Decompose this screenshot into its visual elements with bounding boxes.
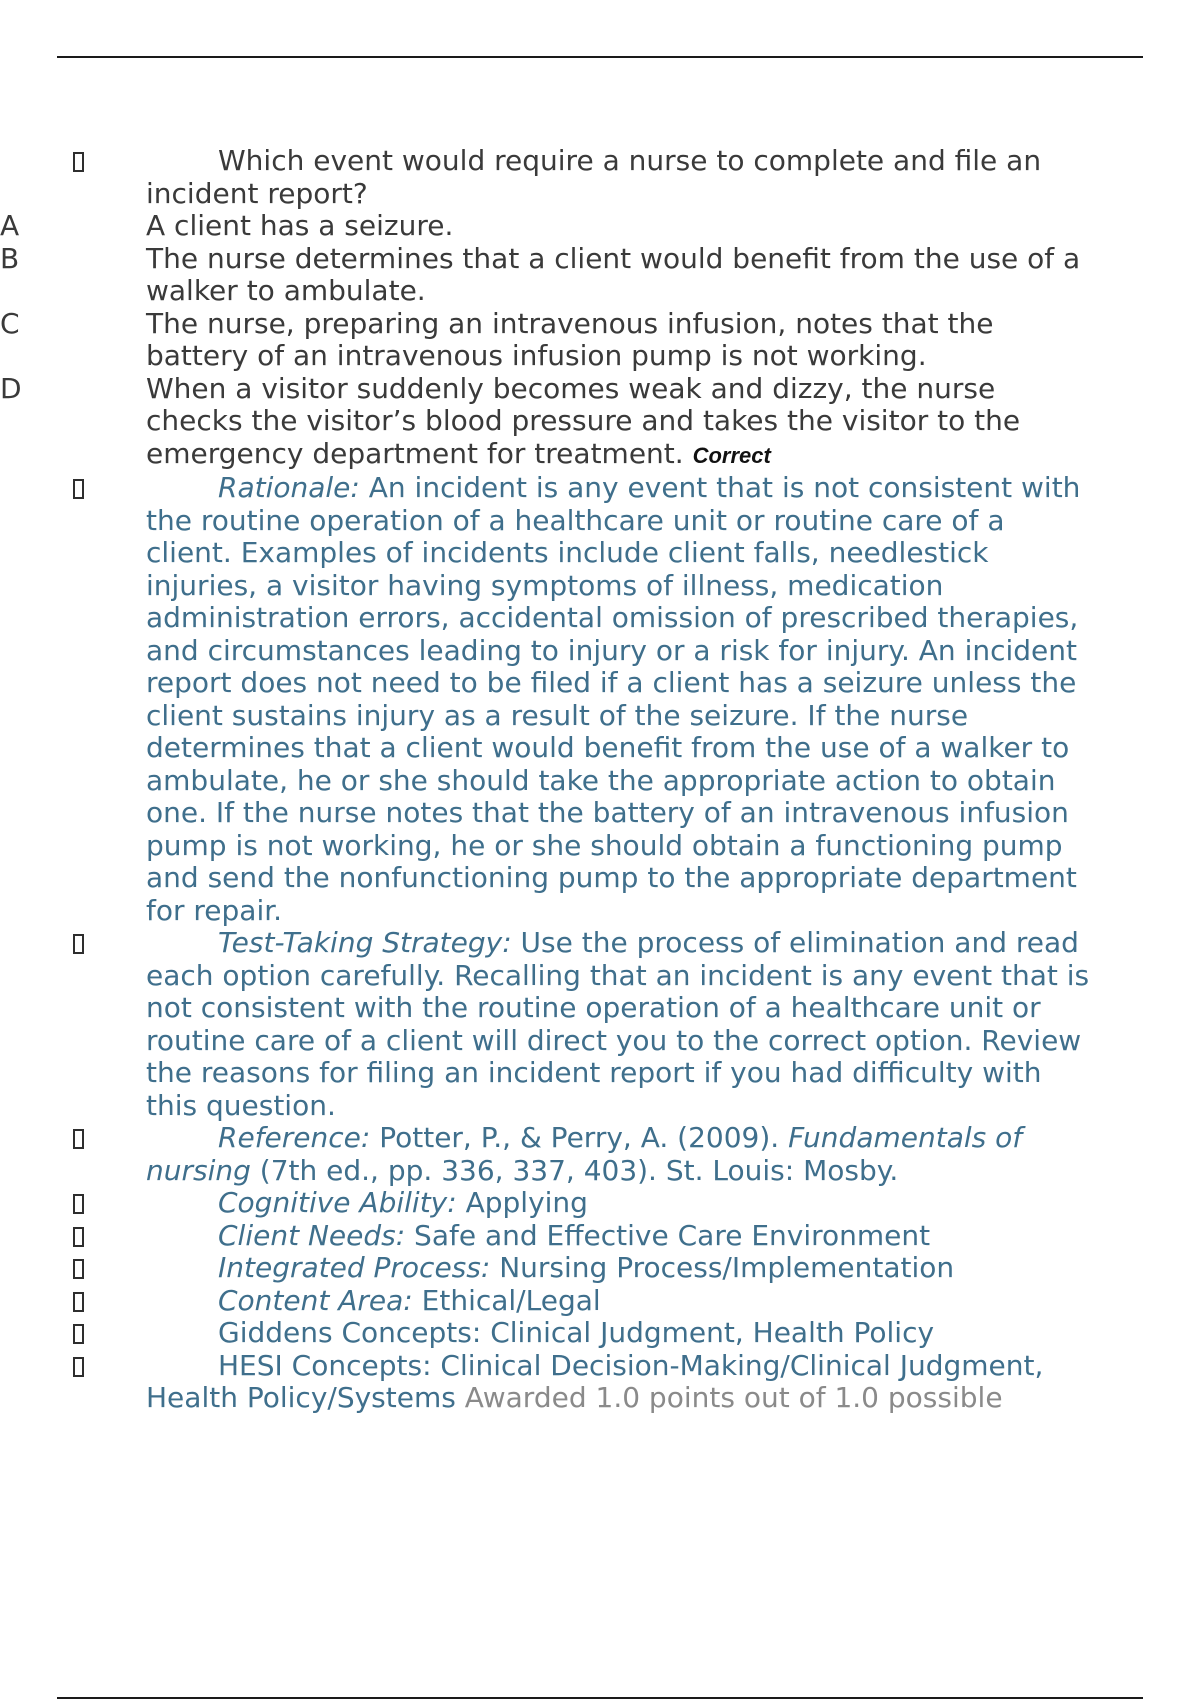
- meta-label: Client Needs:: [218, 1218, 406, 1252]
- bullet-box-icon: [73, 1292, 84, 1312]
- question-document: [0, 145, 1200, 1415]
- bullet-box-icon: [73, 1129, 84, 1149]
- reference-text-after: (7th ed., pp. 336, 337, 403). St. Louis: Mosby.: [250, 1153, 899, 1187]
- bullet-box-icon: [73, 1194, 84, 1214]
- strategy: [146, 927, 1091, 1122]
- bullet-box-icon: [73, 934, 84, 954]
- meta-value: Nursing Process/Implementation: [490, 1251, 955, 1284]
- option-letter: B: [0, 241, 20, 275]
- option-letter: A: [0, 209, 20, 242]
- reference-row: [0, 1122, 1200, 1187]
- option-text: [146, 373, 1091, 473]
- hesi-text: HESI Concepts: Clinical Decision-Making/Clinical Judgment, Health Policy/Systems: [146, 1348, 1044, 1414]
- reference: [146, 1122, 1091, 1187]
- meta-value: Ethical/Legal: [412, 1283, 601, 1317]
- bottom-rule: [57, 1697, 1143, 1699]
- option-d: [0, 373, 1200, 473]
- rationale-label: Rationale:: [218, 471, 360, 504]
- meta-row-integrated-process: [0, 1252, 1200, 1285]
- hesi-concepts: [146, 1350, 1091, 1415]
- strategy-row: [0, 927, 1200, 1122]
- strategy-label: Test-Taking Strategy:: [218, 926, 512, 959]
- meta-label: Integrated Process:: [218, 1251, 491, 1284]
- strategy-text: Use the process of elimination and read each option carefully. Recalling that an incident is any event that is not consistent with the routine operation of a healthcare unit or routine care of a client will direct you to the correct option. Review the reasons for filing an incident report if you had difficulty with this question.: [146, 926, 1090, 1122]
- option-letter: C: [0, 306, 20, 340]
- option-text: The nurse determines that a client would benefit from the use of a walker to ambulate.: [146, 241, 1081, 307]
- meta-label: Content Area:: [218, 1283, 413, 1317]
- score-text: Awarded 1.0 points out of 1.0 possible: [455, 1381, 1003, 1414]
- rationale: [146, 472, 1091, 927]
- meta-row-content-area: [0, 1285, 1200, 1318]
- hesi-row: [0, 1350, 1200, 1415]
- question-stem: Which event would require a nurse to complete and file an incident report?: [146, 144, 1042, 210]
- option-text: A client has a seizure.: [146, 209, 454, 242]
- bullet-box-icon: [73, 1324, 84, 1344]
- meta-label: Cognitive Ability:: [218, 1186, 457, 1219]
- meta-value: Safe and Effective Care Environment: [405, 1218, 931, 1252]
- meta-row-cognitive: [0, 1187, 1200, 1220]
- option-a: [0, 210, 1200, 243]
- option-c: [0, 308, 1200, 373]
- meta-value: Applying: [456, 1186, 588, 1219]
- option-text: The nurse, preparing an intravenous infusion, notes that the battery of an intravenous infusion pump is not working.: [146, 306, 994, 372]
- reference-text-before: Potter, P., & Perry, A. (2009).: [370, 1121, 789, 1154]
- correct-badge: Correct: [692, 442, 771, 468]
- giddens-row: [0, 1317, 1200, 1350]
- reference-book-title: Fundamentals of nursing: [146, 1121, 1023, 1187]
- top-rule: [57, 56, 1143, 58]
- rationale-text: An incident is any event that is not consistent with the routine operation of a healthcare unit or routine care of a client. Examples of incidents include client falls, needlestick injuries, a visitor having symptoms of illness, medication administration errors, accidental omission of prescribed therapies, and circumstances leading to injury or a risk for injury. An incident report does not need to be filed if a client has a seizure unless the client sustains injury as a result of the seizure. If the nurse determines that a client would benefit from the use of a walker to ambulate, he or she should take the appropriate action to obtain one. If the nurse notes that the battery of an intravenous infusion pump is not working, he or she should obtain a functioning pump and send the nonfunctioning pump to the appropriate department for repair.: [146, 471, 1081, 927]
- question-stem-row: [0, 145, 1200, 210]
- bullet-box-icon: [73, 152, 84, 172]
- bullet-box-icon: [73, 1259, 84, 1279]
- option-b: [0, 243, 1200, 308]
- bullet-box-icon: [73, 1357, 84, 1377]
- option-letter: D: [0, 371, 22, 405]
- option-d-text: When a visitor suddenly becomes weak and dizzy, the nurse checks the visitor’s blood pressure and takes the visitor to the emergency department for treatment.: [146, 371, 1021, 470]
- meta-row-client-needs: [0, 1220, 1200, 1253]
- reference-label: Reference:: [218, 1121, 371, 1154]
- rationale-row: [0, 472, 1200, 927]
- bullet-box-icon: [73, 1227, 84, 1247]
- bullet-box-icon: [73, 479, 84, 499]
- giddens-concepts: Giddens Concepts: Clinical Judgment, Health Policy: [218, 1316, 935, 1349]
